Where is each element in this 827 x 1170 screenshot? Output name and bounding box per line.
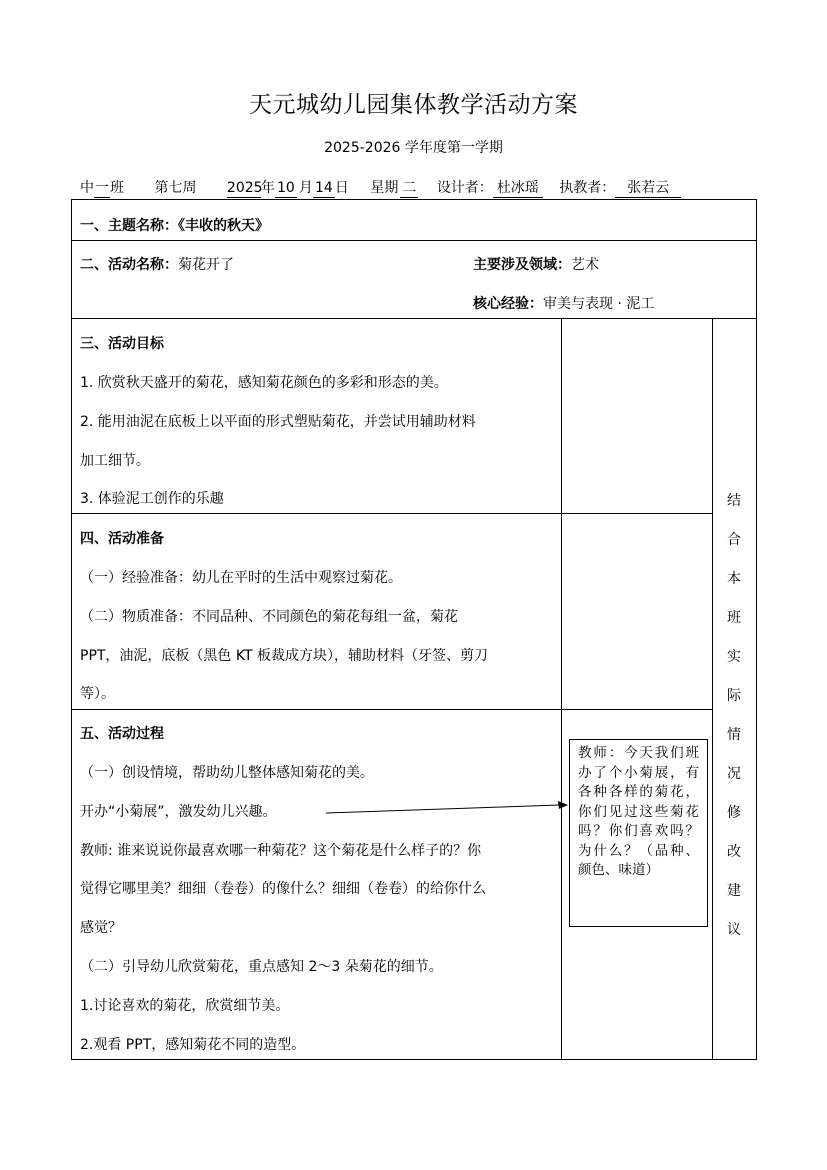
row-divider: [71, 240, 757, 241]
experience-row: [473, 294, 654, 314]
revision-char: 情: [727, 727, 741, 743]
preparation-line: （一）经验准备：幼儿在平时的生活中观察过菊花。: [80, 570, 402, 586]
revision-char: 本: [727, 571, 741, 587]
process-heading: 五、活动过程: [80, 726, 164, 742]
theme-value: 《丰收的秋天》: [178, 218, 269, 234]
preparation-line: （二）物质准备：不同品种、不同颜色的菊花每组一盆，菊花: [80, 609, 458, 625]
class-value: 一: [95, 180, 109, 196]
teacher-label: 执教者：: [559, 180, 616, 196]
row-divider: [71, 709, 712, 710]
column-divider: [561, 318, 562, 1060]
class-prefix: 中: [80, 180, 94, 196]
weekday-label: 星期: [370, 180, 399, 196]
domain-label: 主要涉及领域：: [473, 257, 571, 273]
process-line: （二）引导幼儿欣赏菊花，重点感知 2～3 朵菊花的细节。: [80, 959, 443, 975]
month-unit: 月: [298, 180, 313, 196]
process-line: 觉得它哪里美？细细（卷卷）的像什么？细细（卷卷）的给你什么: [80, 881, 486, 897]
day-value: 14: [313, 179, 335, 198]
teacher-note: 教师：今天我们班办了个小菊展，有各种各样的菊花，你们见过这些菊花吗？你们喜欢吗？为什么？（品种、颜色、味道）: [569, 739, 708, 927]
process-line: （一）创设情境，帮助幼儿整体感知菊花的美。: [80, 765, 374, 781]
class-suffix: 班: [110, 180, 124, 196]
domain-value: 艺术: [571, 257, 599, 273]
revision-char: 改: [727, 844, 741, 860]
preparation-line: PPT，油泥，底板（黑色 KT 板裁成方块），辅助材料（牙签、剪刀: [80, 648, 488, 664]
week-label: 第七周: [154, 180, 197, 196]
experience-value: 审美与表现 · 泥工: [543, 296, 655, 312]
year-unit: 年: [260, 180, 275, 196]
goal-line: 2. 能用油泥在底板上以平面的形式塑贴菊花，并尝试用辅助材料: [80, 414, 476, 430]
process-line: 2.观看 PPT，感知菊花不同的造型。: [80, 1037, 306, 1053]
revision-char: 班: [727, 610, 741, 626]
year-value: 2025: [226, 180, 263, 196]
activity-value: 菊花开了: [178, 257, 234, 273]
revision-char: 合: [727, 532, 741, 548]
revision-char: 况: [727, 766, 741, 782]
designer-label: 设计者：: [436, 180, 493, 196]
activity-row: [80, 255, 234, 275]
domain-row: [473, 255, 599, 275]
day-unit: 日: [334, 180, 349, 196]
row-divider: [71, 318, 757, 319]
experience-label: 核心经验：: [473, 296, 543, 312]
revision-char: 实: [727, 649, 741, 665]
row-divider: [71, 513, 712, 514]
arrow-icon: [324, 798, 570, 818]
weekday-value: 二: [402, 180, 417, 196]
goals-heading: 三、活动目标: [80, 336, 164, 352]
revision-char: 建: [727, 883, 741, 899]
month-value: 10: [275, 179, 297, 198]
preparation-line: 等）。: [80, 686, 115, 702]
revision-char: 结: [727, 493, 741, 509]
lesson-table: [71, 199, 757, 1060]
revision-column: [712, 318, 756, 1060]
theme-label: 一、主题名称：: [80, 218, 178, 234]
goal-line: 加工细节。: [80, 453, 150, 469]
term-label: 2025-2026 学年度第一学期: [324, 140, 503, 156]
info-line: [80, 177, 681, 198]
theme-row: [80, 216, 269, 236]
process-line: 教师: 谁来说说你最喜欢哪一种菊花？这个菊花是什么样子的？你: [80, 843, 482, 859]
process-line: 感觉？: [80, 920, 122, 936]
teacher-name: 张若云: [615, 179, 681, 198]
designer-name: 杜冰瑶: [493, 179, 543, 198]
goal-line: 3. 体验泥工创作的乐趣: [80, 491, 224, 507]
process-line: 开办“小菊展”，激发幼儿兴趣。: [80, 804, 277, 820]
revision-char: 议: [727, 922, 741, 938]
preparation-heading: 四、活动准备: [80, 531, 164, 547]
goal-line: 1. 欣赏秋天盛开的菊花，感知菊花颜色的多彩和形态的美。: [80, 375, 448, 391]
process-line: 1.讨论喜欢的菊花，欣赏细节美。: [80, 998, 290, 1014]
activity-label: 二、活动名称：: [80, 257, 178, 273]
page-title: 天元城幼儿园集体教学活动方案: [249, 92, 578, 118]
revision-char: 际: [727, 688, 741, 704]
revision-char: 修: [727, 805, 741, 821]
